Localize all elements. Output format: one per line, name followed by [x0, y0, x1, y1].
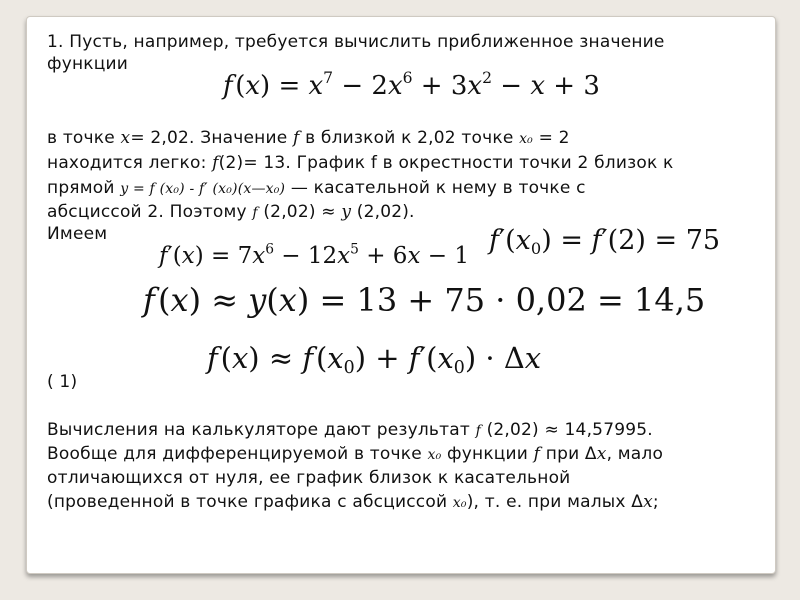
- formula-linear-approximation: f (x) ≈ f $(x_0) + f'(x_0) \cdot \Delta x$: [207, 341, 542, 379]
- text-line-3: в точке x= 2,02. Значение f в близкой к 2,02 точке x₀ = 2: [47, 128, 570, 148]
- text-line-10: Вообще для дифференцируемой в точке x₀ функции f при Δx, мало: [47, 444, 664, 464]
- slide: [26, 16, 776, 574]
- text-line-4: находится легко: f(2)= 13. График f в окрестности точки 2 близок к: [47, 153, 674, 173]
- formula-approximation-result: f (x) ≈ y(x) = 13 + 75 · 0,02 = 14,5: [143, 281, 706, 319]
- text-line-1: 1. Пусть, например, требуется вычислить приближенное значение: [47, 32, 665, 52]
- formula-derivative: $f'(x) = 7x^6 - 12x^5 + 6x - 1$: [159, 241, 469, 269]
- equation-number: ( 1): [47, 372, 78, 392]
- formula-function: f $(x) = x^7 - 2x^6 + 3x^2 - x + 3$: [223, 69, 600, 101]
- text-line-7: Имеем: [47, 224, 108, 244]
- text-line-2: функции: [47, 54, 129, 74]
- text-line-12: (проведенной в точке графика с абсциссой x₀), т. е. при малых Δx;: [47, 492, 659, 512]
- text-line-5: прямой y = f (x₀) - f′ (x₀)(x—x₀) — касательной к нему в точке с: [47, 178, 586, 198]
- text-line-6: абсциссой 2. Поэтому f (2,02) ≈ y (2,02).: [47, 202, 415, 222]
- text-line-9: Вычисления на калькуляторе дают результат f (2,02) ≈ 14,57995.: [47, 420, 653, 440]
- formula-derivative-value: $f'(x_0) = f'(2) = 75$: [489, 225, 721, 258]
- text-line-11: отличающихся от нуля, ее график близок к касательной: [47, 468, 571, 488]
